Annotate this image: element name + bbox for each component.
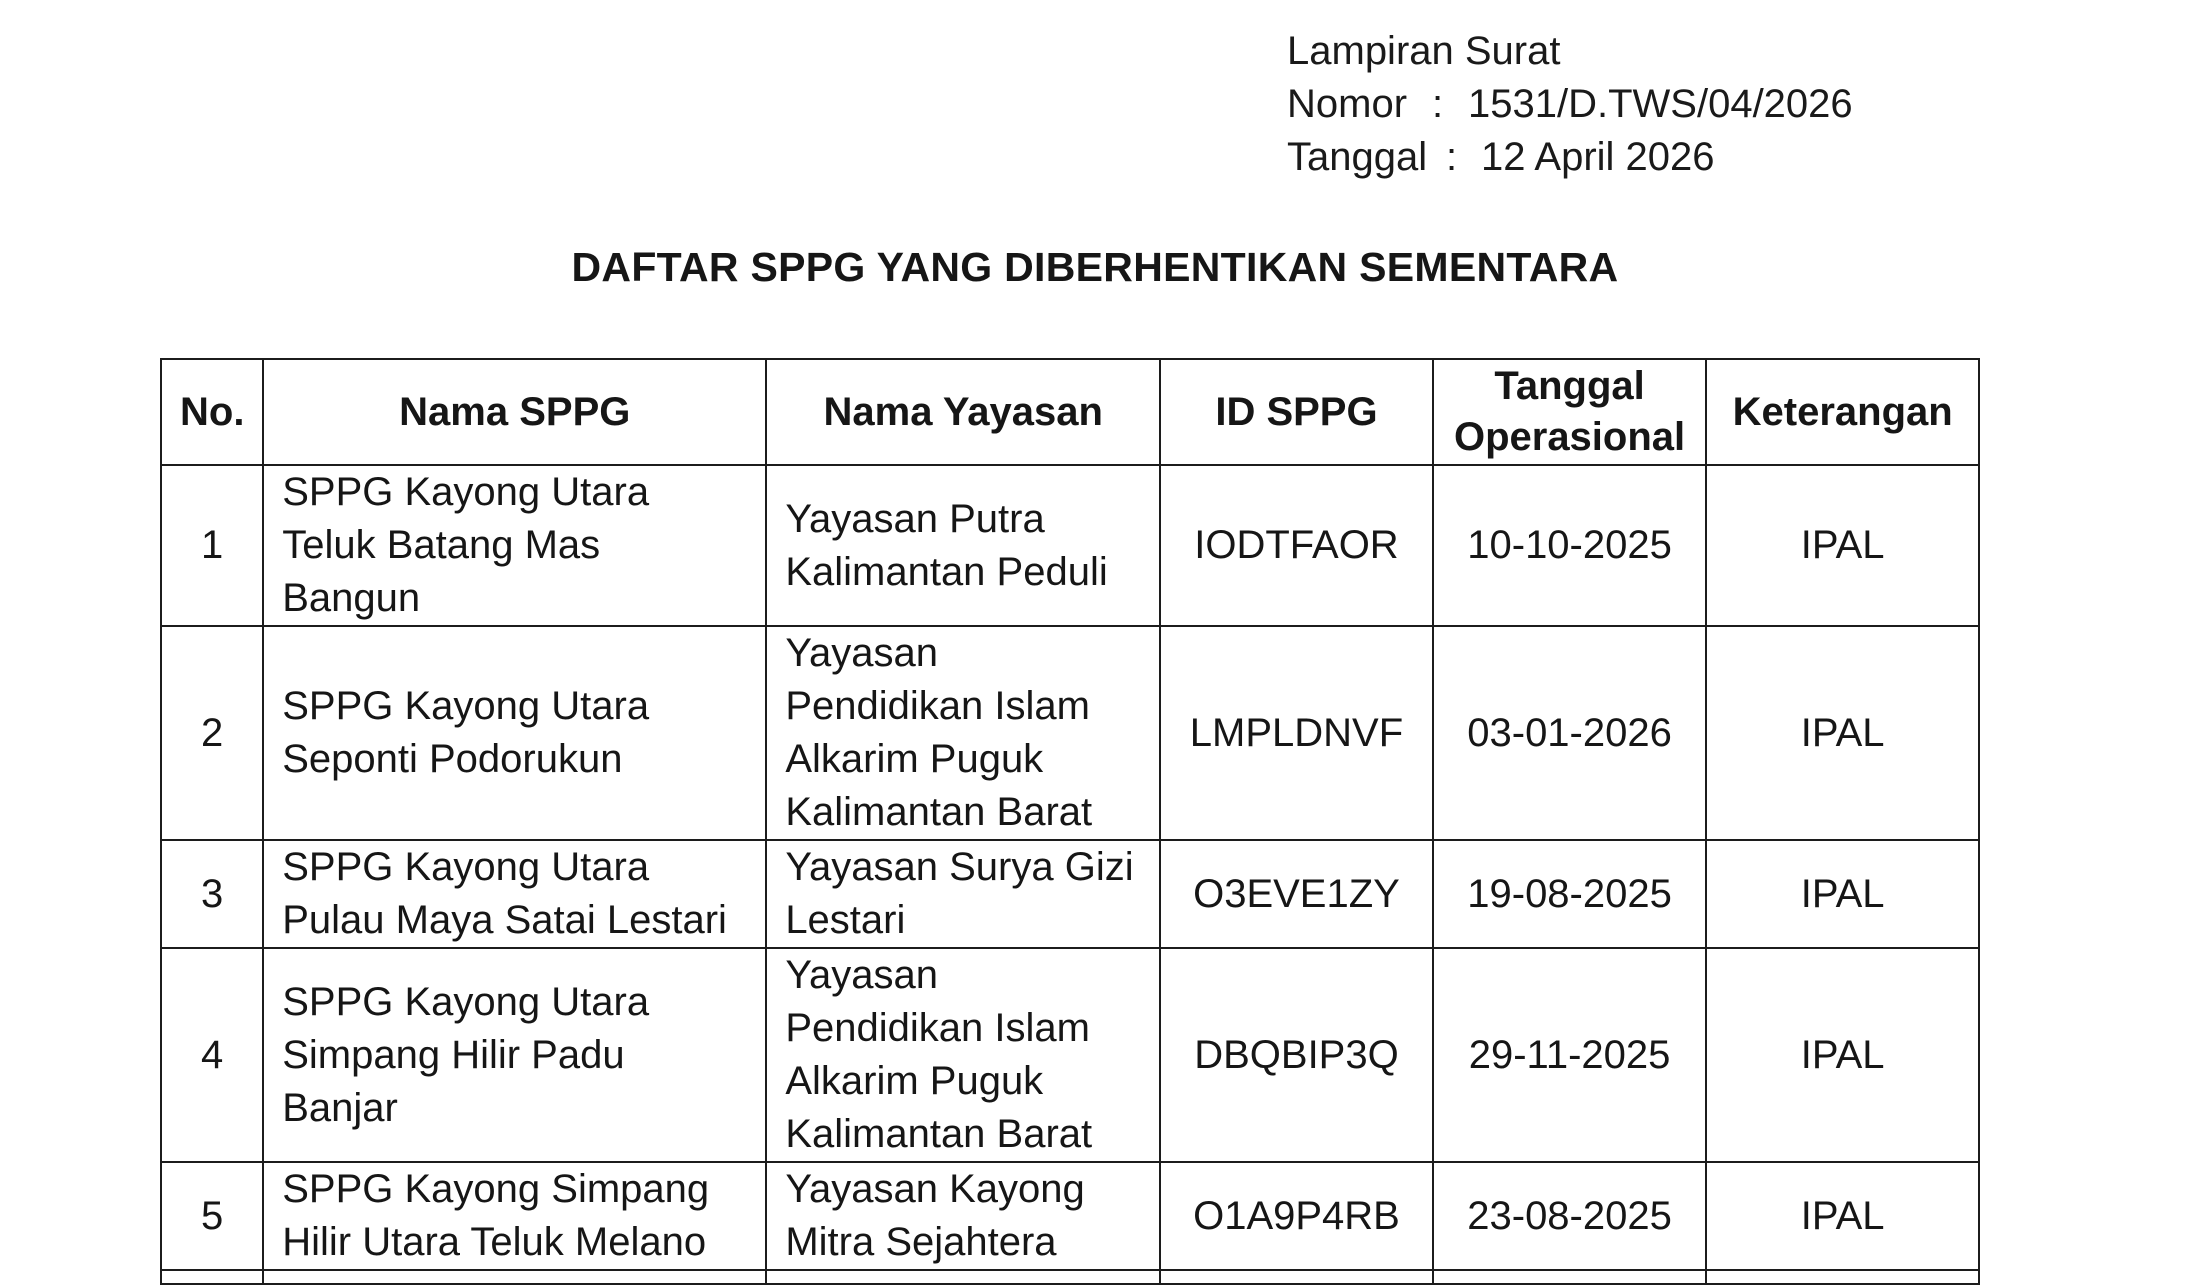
attachment-label: Lampiran Surat [1287,29,1561,73]
remarks-cell: IPAL [1706,626,1979,840]
operational-date-cell: 10-10-2025 [1433,465,1707,626]
operational-date-cell: 29-11-2025 [1433,948,1707,1162]
operational-date-cell: 03-01-2026 [1433,626,1707,840]
sppg-id-cell: O1A9P4RB [1160,1162,1433,1270]
suspended-sppg-table [160,358,1980,1285]
remarks-cell: IPAL [1706,840,1979,948]
table-row [161,1162,1979,1270]
column-header-nama-sppg: Nama SPPG [263,359,766,465]
foundation-name-cell: Yayasan Surya Gizi Lestari [766,840,1160,948]
letter-number-row [1287,78,1853,131]
empty-cell [263,1270,766,1284]
foundation-name-cell: Yayasan Kayong Mitra Sejahtera [766,1162,1160,1270]
document-title: DAFTAR SPPG YANG DIBERHENTIKAN SEMENTARA [571,244,1619,290]
sppg-name-cell: SPPG Kayong Utara Pulau Maya Satai Lestari [263,840,766,948]
empty-cell [1433,1270,1707,1284]
table-header-row [161,359,1979,465]
row-number-cell: 4 [161,948,263,1162]
remarks-cell: IPAL [1706,948,1979,1162]
column-header-nama-yayasan: Nama Yayasan [766,359,1160,465]
table-row [161,465,1979,626]
sppg-id-cell: O3EVE1ZY [1160,840,1433,948]
remarks-cell: IPAL [1706,465,1979,626]
column-header-tanggal-operasional: Tanggal Operasional [1433,359,1707,465]
letter-number-value: 1531/D.TWS/04/2026 [1468,82,1853,126]
sppg-id-cell: DBQBIP3Q [1160,948,1433,1162]
remarks-cell: IPAL [1706,1162,1979,1270]
letter-date-label: Tanggal [1287,135,1428,179]
row-number-cell: 3 [161,840,263,948]
attachment-label-row [1287,25,1853,78]
sppg-name-cell: SPPG Kayong Utara Simpang Hilir Padu Banjar [263,948,766,1162]
operational-date-cell: 19-08-2025 [1433,840,1707,948]
column-header-id-sppg: ID SPPG [1160,359,1433,465]
letter-number-label: Nomor [1287,82,1408,126]
table-row [161,626,1979,840]
foundation-name-cell: Yayasan Pendidikan Islam Alkarim Puguk Kalimantan Barat [766,948,1160,1162]
operational-date-cell: 23-08-2025 [1433,1162,1707,1270]
letter-date-colon: : [1446,135,1458,179]
row-number-cell: 1 [161,465,263,626]
empty-cell [1160,1270,1433,1284]
table-row-cut-off [161,1270,1979,1284]
letter-attachment-header [1287,25,1853,184]
empty-cell [161,1270,263,1284]
table-row [161,840,1979,948]
row-number-cell: 2 [161,626,263,840]
row-number-cell: 5 [161,1162,263,1270]
column-header-keterangan: Keterangan [1706,359,1979,465]
foundation-name-cell: Yayasan Putra Kalimantan Peduli [766,465,1160,626]
sppg-id-cell: LMPLDNVF [1160,626,1433,840]
sppg-name-cell: SPPG Kayong Utara Teluk Batang Mas Bangun [263,465,766,626]
letter-date-value: 12 April 2026 [1481,135,1715,179]
column-header-no: No. [161,359,263,465]
empty-cell [1706,1270,1979,1284]
sppg-name-cell: SPPG Kayong Utara Seponti Podorukun [263,626,766,840]
sppg-id-cell: IODTFAOR [1160,465,1433,626]
table-row [161,948,1979,1162]
foundation-name-cell: Yayasan Pendidikan Islam Alkarim Puguk Kalimantan Barat [766,626,1160,840]
letter-date-row [1287,131,1853,184]
sppg-name-cell: SPPG Kayong Simpang Hilir Utara Teluk Melano [263,1162,766,1270]
letter-number-colon: : [1432,82,1444,126]
empty-cell [766,1270,1160,1284]
